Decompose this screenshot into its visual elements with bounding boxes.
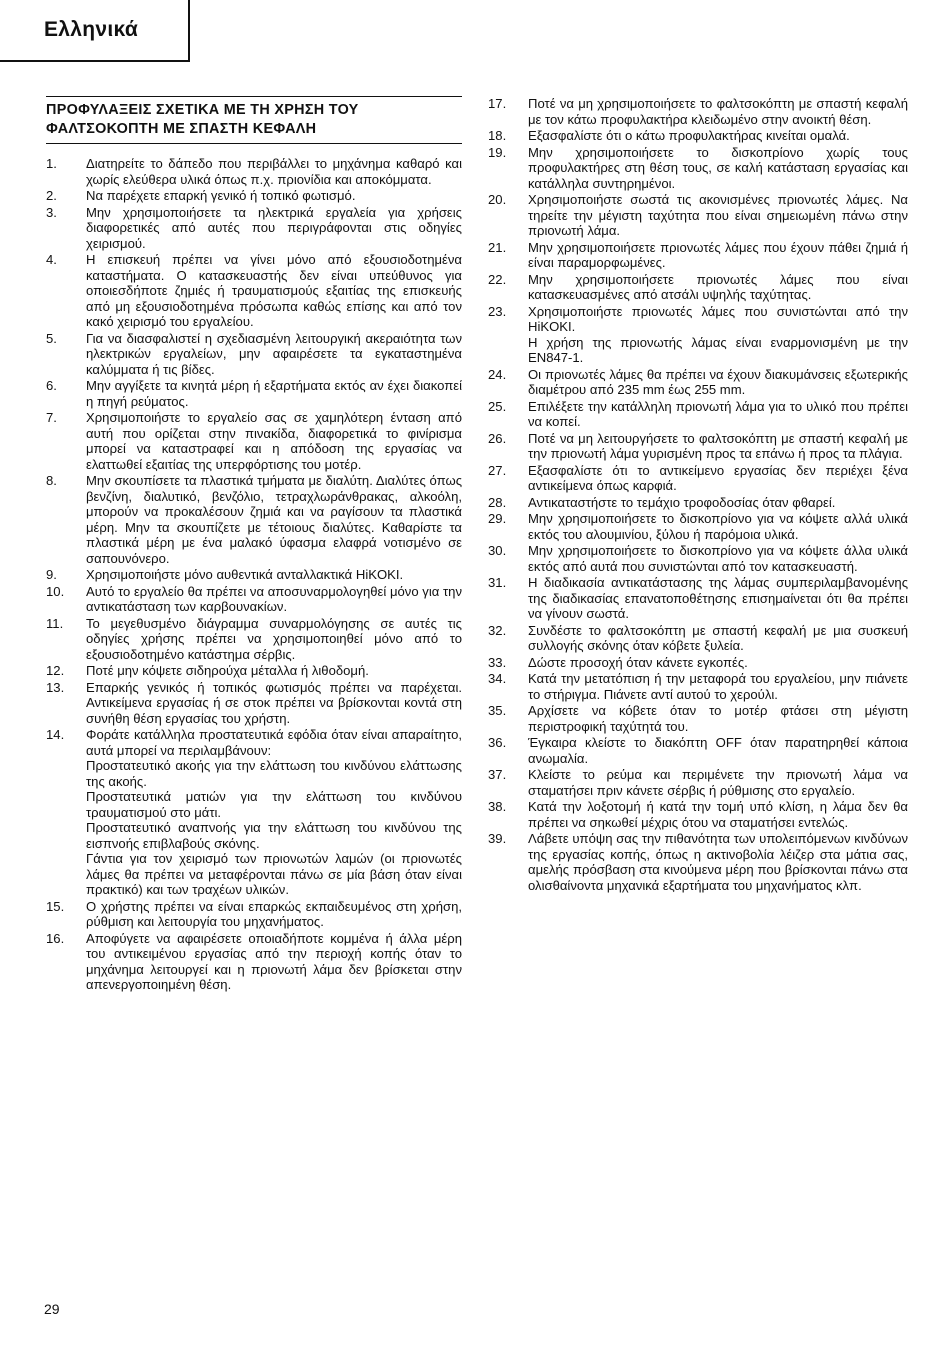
right-column [488, 96, 908, 894]
item-paragraph: Μην χρησιμοποιήσετε το δισκοπρίονο για να κόψετε άλλα υλικά εκτός από αυτά που συνιστώνται από τον κατασκευαστή. [528, 543, 908, 574]
item-text [528, 145, 908, 192]
item-text [528, 96, 908, 127]
list-item [488, 575, 908, 622]
item-paragraph: Εξασφαλίστε ότι ο κάτω προφυλακτήρας κινείται ομαλά. [528, 128, 850, 143]
item-text [528, 543, 908, 574]
item-number: 35. [488, 703, 507, 718]
item-number: 39. [488, 831, 507, 846]
item-paragraph: Αντικαταστήστε το τεμάχιο τροφοδοσίας όταν φθαρεί. [528, 494, 836, 510]
item-number: 9. [46, 567, 57, 582]
item-number: 33. [488, 654, 507, 670]
item-text [86, 663, 462, 679]
list-item [46, 331, 462, 378]
item-number: 27. [488, 462, 507, 478]
list-item [488, 128, 908, 144]
list-item [488, 655, 908, 671]
item-text [528, 767, 908, 798]
precautions-list-left [46, 156, 462, 993]
item-text [86, 378, 462, 409]
item-subparagraph: Προστατευτικά ματιών για την ελάττωση του κινδύνου τραυματισμού στο μάτι. [86, 789, 462, 820]
list-item [488, 399, 908, 430]
list-item [46, 663, 462, 679]
item-text [528, 128, 908, 144]
list-item [488, 272, 908, 303]
list-item [488, 767, 908, 798]
item-text [528, 831, 908, 893]
item-number: 25. [488, 398, 507, 414]
list-item [46, 727, 462, 898]
list-item [46, 899, 462, 930]
item-paragraph: Αυτό το εργαλείο θα πρέπει να αποσυναρμολογηθεί μόνο για την αντικατάσταση των καρβουνακίων. [86, 583, 462, 614]
item-number: 29. [488, 511, 507, 526]
list-item [46, 680, 462, 727]
list-item [46, 473, 462, 566]
list-item [488, 623, 908, 654]
item-number: 17. [488, 96, 507, 111]
list-item [46, 156, 462, 187]
list-item [488, 304, 908, 366]
precautions-list-right [488, 96, 908, 893]
item-number: 11. [46, 615, 64, 631]
item-paragraph: Χρησιμοποιήστε μόνο αυθεντικά ανταλλακτικά HiKOKI. [86, 567, 404, 582]
item-text [528, 511, 908, 542]
item-number: 30. [488, 543, 507, 558]
list-item [46, 616, 462, 663]
item-text [86, 584, 462, 615]
item-number: 10. [46, 583, 65, 599]
item-text [528, 463, 908, 494]
item-text [528, 623, 908, 654]
item-number: 23. [488, 303, 507, 319]
item-paragraph: Για να διασφαλιστεί η σχεδιασμένη λειτουργική ακεραιότητα των ηλεκτρικών εργαλείων, μην αφαιρέσετε τα εγκαταστημένα καλύμματα ή τις βίδες. [86, 330, 462, 377]
item-paragraph: Έγκαιρα κλείστε το διακόπτη OFF όταν παρατηρηθεί κάποια ανωμαλία. [528, 735, 908, 766]
item-paragraph: Λάβετε υπόψη σας την πιθανότητα των υπολειπόμενων κινδύνων της εργασίας κοπής, όπως η ακτινοβολία λέιζερ στα μάτια σας, αμελής πρόσβαση στα κινούμενα μέρη που βρίσκονται πάνω στα ολισθαίνοντα μηχανικά εξαρτήματα του μηχανήματος κλπ. [528, 831, 908, 893]
list-item [488, 367, 908, 398]
item-number: 16. [46, 930, 65, 946]
item-paragraph: Δώστε προσοχή όταν κάνετε εγκοπές. [528, 654, 748, 670]
item-paragraph: Μην αγγίξετε τα κινητά μέρη ή εξαρτήματα εκτός αν έχει διακοπεί η πηγή ρεύματος. [86, 378, 462, 409]
list-item [46, 567, 462, 583]
section-title-line: ΠΡΟΦΥΛΑΞΕΙΣ ΣΧΕΤΙΚΑ ΜΕ ΤΗ ΧΡΗΣΗ ΤΟΥ [46, 102, 359, 118]
item-number: 22. [488, 271, 507, 287]
item-subparagraph: Προστατευτικό ακοής για την ελάττωση του κινδύνου ελάττωσης της ακοής. [86, 758, 462, 789]
item-paragraph: Μην χρησιμοποιήσετε πριονωτές λάμες που έχουν πάθει ζημιά ή είναι παραμορφωμένες. [528, 239, 908, 270]
list-item [488, 431, 908, 462]
item-number: 26. [488, 430, 507, 446]
item-paragraph: Διατηρείτε το δάπεδο που περιβάλλει το μηχάνημα καθαρό και χωρίς ελεύθερα υλικά όπως π.χ. πριονίδια και αποκόμματα. [86, 156, 462, 187]
list-item [46, 205, 462, 252]
item-paragraph: Φοράτε κατάλληλα προστατευτικά εφόδια όταν είναι απαραίτητο, αυτά μπορεί να περιλαμβάνουν: [86, 727, 462, 758]
item-number: 4. [46, 252, 57, 267]
item-number: 21. [488, 239, 507, 255]
list-item [488, 96, 908, 127]
item-paragraph: Η επισκευή πρέπει να γίνει μόνο από εξουσιοδοτημένα καταστήματα. Ο κατασκευαστής δεν είναι υπεύθυνος για οποιεσδήποτε ζημιές ή τραυματισμούς εξαιτίας της επισκευής από μη εξουσιοδοτημένα πρόσωπα καθώς επίσης και από τον κακό χειρισμό του εργαλείου. [86, 252, 462, 329]
list-item [46, 931, 462, 993]
item-paragraph: Κλείστε το ρεύμα και περιμένετε την πριονωτή λάμα να σταματήσει πριν κάνετε σέρβις ή ρύθμισης στο εργαλείο. [528, 767, 908, 798]
item-text [86, 205, 462, 252]
item-text [528, 367, 908, 398]
item-text [86, 410, 462, 472]
item-text [86, 899, 462, 930]
item-text [528, 304, 908, 366]
item-number: 20. [488, 192, 507, 207]
item-subparagraph: Η χρήση της πριονωτής λάμας είναι εναρμονισμένη με την EN847-1. [528, 334, 908, 365]
item-number: 15. [46, 898, 65, 914]
item-paragraph: Συνδέστε το φαλτσοκόπτη με σπαστή κεφαλή με μια συσκευή συλλογής σκόνης όταν κόβετε ξυλεία. [528, 622, 908, 653]
item-text [86, 331, 462, 378]
item-number: 18. [488, 128, 507, 143]
item-paragraph: Μην χρησιμοποιήσετε το δισκοπρίονο χωρίς τους προφυλακτήρες στη θέση τους, σε καλή κατάσταση εργασίας και κατάλληλα συντηρημένοι. [528, 144, 908, 191]
list-item [488, 145, 908, 192]
item-paragraph: Η διαδικασία αντικατάστασης της λάμας συμπεριλαμβανομένης της διαδικασίας επανατοποθέτησης επισημαίνεται ότι θα πρέπει να γίνουν σωστά. [528, 575, 908, 621]
list-item [46, 378, 462, 409]
item-paragraph: Ποτέ να μη χρησιμοποιήσετε το φαλτσοκόπτη με σπαστή κεφαλή με τον κάτω προφυλακτήρα κλειδωμένο στην ανοικτή θέση. [528, 96, 908, 127]
section-title-line: ΦΑΛΤΣΟΚΟΠΤΗ ΜΕ ΣΠΑΣΤΗ ΚΕΦΑΛΗ [46, 121, 317, 137]
item-text [86, 473, 462, 566]
item-number: 8. [46, 473, 57, 488]
list-item [46, 410, 462, 472]
item-paragraph: Μην χρησιμοποιήσετε πριονωτές λάμες που είναι κατασκευασμένες από ατσάλι υψηλής ταχύτητας. [528, 271, 908, 302]
item-text [528, 272, 908, 303]
item-text [86, 188, 462, 204]
item-paragraph: Μην χρησιμοποιήσετε τα ηλεκτρικά εργαλεία για χρήσεις διαφορετικές από αυτές που περιγράφονται στις οδηγίες χειρισμού. [86, 204, 462, 251]
item-paragraph: Το μεγεθυσμένο διάγραμμα συναρμολόγησης σε αυτές τις οδηγίες χρήσης πρέπει να χρησιμοποιηθεί μόνο από το εξουσιοδοτημένο κατάστημα σέρβις. [86, 615, 462, 662]
item-number: 37. [488, 767, 507, 782]
list-item [46, 584, 462, 615]
item-paragraph: Κατά την λοξοτομή ή κατά την τομή υπό κλίση, η λάμα δεν θα πρέπει να σηκωθεί μέχρις ότου να σταματήσει εντελώς. [528, 799, 908, 830]
item-text [86, 567, 462, 583]
item-paragraph: Χρησιμοποιήστε το εργαλείο σας σε χαμηλότερη ένταση από αυτή που ορίζεται στην πινακίδα, διαφορετικά το φινίρισμα μπορεί να καταστραφεί και η απόδοση της εργασίας να ελαττωθεί εξαιτίας της υπερφόρτισης του μοτέρ. [86, 410, 462, 472]
item-paragraph: Μην σκουπίσετε τα πλαστικά τμήματα με διαλύτη. Διαλύτες όπως βενζίνη, διαλυτικό, βενζόλιο, τετραχλωράνθρακας, αλκοόλη, μπορούν να προκαλέσουν ζημιά και να ραγίσουν τα πλαστικά μέρη. Μην τα σκουπίζετε με τέτοιους διαλύτες. Καθαρίστε τα πλαστικά μέρη με ένα μαλακό ύφασμα ελαφρά νοτισμένο σε σαπουνόνερο. [86, 473, 462, 566]
item-paragraph: Χρησιμοποιήστε σωστά τις ακονισμένες πριονωτές λάμες. Να τηρείτε την μέγιστη ταχύτητα που είναι σημειωμένη πάνω στην πριονωτή λάμα. [528, 192, 908, 238]
item-paragraph: Αρχίσετε να κόβετε όταν το μοτέρ φτάσει στη μέγιστη περιστροφική ταχύτητά του. [528, 703, 908, 734]
item-text [86, 616, 462, 663]
item-paragraph: Οι πριονωτές λάμες θα πρέπει να έχουν διακυμάνσεις εξωτερικής διαμέτρου από 235 mm έως 255 mm. [528, 366, 908, 397]
list-item [488, 543, 908, 574]
item-paragraph: Ποτέ να μη λειτουργήσετε το φαλτσοκόπτη με σπαστή κεφαλή με την πριονωτή λάμα γυρισμένη προς τα επάνω ή προς τα πλάγια. [528, 430, 908, 461]
item-subparagraph: Γάντια για τον χειρισμό των πριονωτών λαμών (οι πριονωτές λάμες θα πρέπει να μεταφέρονται πάνω σε μία βάση όταν είναι πρακτικό) και των τραχέων υλικών. [86, 851, 462, 897]
item-text [528, 431, 908, 462]
section-title [46, 96, 462, 144]
item-number: 36. [488, 735, 507, 750]
item-paragraph: Κατά την μετατόπιση ή την μεταφορά του εργαλείου, μην πιάνετε το στήριγμα. Πιάνετε αντί αυτού το χερούλι. [528, 671, 908, 702]
page-number: 29 [44, 1301, 60, 1317]
item-text [86, 931, 462, 993]
list-item [488, 799, 908, 830]
list-item [488, 703, 908, 734]
item-number: 1. [46, 156, 57, 171]
item-text [528, 240, 908, 271]
item-paragraph: Αποφύγετε να αφαιρέσετε οποιαδήποτε κομμένα ή άλλα μέρη του αντικειμένου εργασίας από την περιοχή κοπής όταν το μηχάνημα λειτουργεί και η πριονωτή λάμα δεν βρίσκεται στην απενεργοποιημένη θέση. [86, 930, 462, 992]
item-number: 24. [488, 366, 507, 382]
item-paragraph: Μην χρησιμοποιήσετε το δισκοπρίονο για να κόψετε αλλά υλικά εκτός του αλουμινίου, ξύλου ή παρόμοια υλικά. [528, 511, 908, 542]
item-number: 28. [488, 494, 507, 510]
list-item [488, 463, 908, 494]
item-text [528, 495, 908, 511]
item-text [528, 703, 908, 734]
item-number: 19. [488, 144, 507, 160]
item-text [86, 156, 462, 187]
item-text [528, 192, 908, 239]
item-paragraph: Επιλέξετε την κατάλληλη πριονωτή λάμα για το υλικό που πρέπει να κοπεί. [528, 398, 908, 429]
list-item [488, 735, 908, 766]
list-item [46, 188, 462, 204]
item-number: 7. [46, 410, 57, 425]
item-text [86, 252, 462, 330]
item-number: 5. [46, 330, 57, 346]
item-paragraph: Χρησιμοποιήστε πριονωτές λάμες που συνιστώνται από την HiKOKI. [528, 303, 908, 334]
item-number: 2. [46, 188, 57, 203]
item-paragraph: Εξασφαλίστε ότι το αντικείμενο εργασίας δεν περιέχει ξένα αντικείμενα όπως καρφιά. [528, 462, 908, 493]
item-number: 13. [46, 679, 65, 695]
item-number: 34. [488, 671, 507, 686]
language-label: Ελληνικά [44, 18, 139, 41]
item-paragraph: Ποτέ μην κόψετε σιδηρούχα μέταλλα ή λιθοδομή. [86, 663, 369, 678]
item-number: 6. [46, 378, 57, 393]
list-item [488, 240, 908, 271]
item-paragraph: Ο χρήστης πρέπει να είναι επαρκώς εκπαιδευμένος στη χρήση, ρύθμιση και λειτουργία του μηχανήματος. [86, 898, 462, 929]
item-text [528, 735, 908, 766]
item-paragraph: Επαρκής γενικός ή τοπικός φωτισμός πρέπει να παρέχεται. Αντικείμενα εργασίας ή σε στοκ πρέπει να βρίσκονται κοντά στη συνήθη θέση εργασίας του χρήστη. [86, 679, 462, 726]
list-item [46, 252, 462, 330]
item-text [528, 799, 908, 830]
left-column [46, 96, 462, 994]
item-text [86, 727, 462, 898]
list-item [488, 671, 908, 702]
item-text [528, 655, 908, 671]
list-item [488, 192, 908, 239]
item-number: 32. [488, 622, 507, 638]
list-item [488, 495, 908, 511]
item-number: 38. [488, 799, 507, 814]
list-item [488, 831, 908, 893]
language-tab [0, 0, 190, 62]
item-number: 14. [46, 727, 65, 742]
list-item [488, 511, 908, 542]
item-number: 3. [46, 204, 57, 220]
item-text [86, 680, 462, 727]
item-number: 12. [46, 663, 65, 678]
item-text [528, 399, 908, 430]
item-number: 31. [488, 575, 507, 590]
item-subparagraph: Προστατευτικό αναπνοής για την ελάττωση του κινδύνου της εισπνοής επιβλαβούς σκόνης. [86, 820, 462, 851]
item-paragraph: Να παρέχετε επαρκή γενικό ή τοπικό φωτισμό. [86, 188, 356, 203]
item-text [528, 671, 908, 702]
item-text [528, 575, 908, 622]
